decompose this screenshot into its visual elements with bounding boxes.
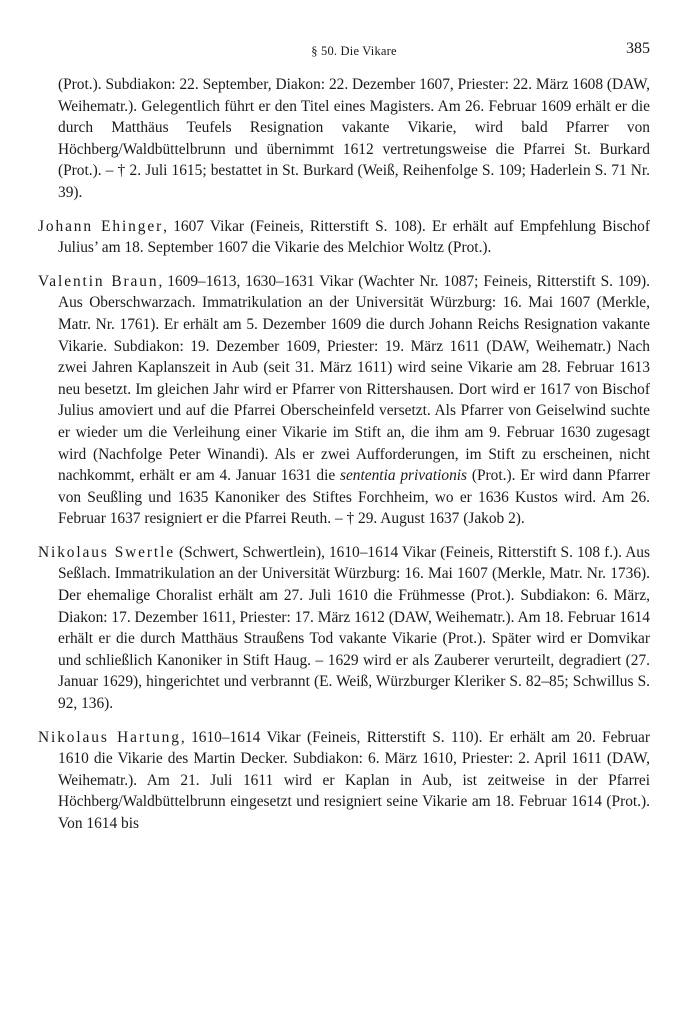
entry-name: Nikolaus Hartung (38, 728, 181, 746)
entry-text: (Prot.). Er wird dann Pfarrer von Seußling und 1635 Kanoniker des Stiftes Forchheim, wo er 1636 Kustos wird. Am 26. Februar 1637 resigniert er die Pfarrei Reuth. – † 29. August 1637 (Jakob 2). (58, 467, 650, 528)
entry-valentin-braun (38, 271, 650, 530)
entry-text: , 1607 Vikar (Feineis, Ritterstift S. 108). Er erhält auf Empfehlung Bischof Julius’ am 18. September 1607 die Vikarie des Melchior Woltz (Prot.). (58, 217, 650, 257)
entry-nikolaus-swertle (38, 542, 650, 715)
entry-name: Johann Ehinger (38, 217, 164, 235)
entry-italic-term: sententia privationis (339, 467, 468, 485)
entry-text: (Prot.). Subdiakon: 22. September, Diakon: 22. Dezember 1607, Priester: 22. März 1608 (DAW, Weihematr.). Gelegentlich führt er den Titel eines Magisters. Am 26. Februar 1609 erhält er die durch Matthäus Teufels Resignation vakante Vikarie, wird bald Pfarrer von Höchberg/Waldbüttelbrunn und übernimmt 1612 vertretungsweise die Pfarrei St. Burkard (Prot.). – † 2. Juli 1615; bestattet in St. Burkard (Weiß, Reihenfolge S. 109; Haderlein S. 71 Nr. 39). (58, 76, 650, 201)
entry-continued (38, 74, 650, 204)
entry-nikolaus-hartung (38, 727, 650, 835)
page-header (58, 40, 650, 64)
entry-name: Valentin Braun (38, 272, 159, 290)
entry-name: Nikolaus Swertle (38, 543, 176, 561)
entry-text: (Schwert, Schwertlein), 1610–1614 Vikar (Feineis, Ritterstift S. 108 f.). Aus Seßlach. Immatrikulation an der Universität Würzburg: 16. Mai 1607 (Merkle, Matr. Nr. 1736). Der ehemalige Choralist erhält am 27. Juli 1610 die Frühmesse (Prot.). Subdiakon: 6. März, Diakon: 17. Dezember 1611, Priester: 17. März 1612 (DAW, Weihematr.). Am 18. Februar 1614 erhält er die durch Matthäus Straußens Tod vakante Vikarie (Prot.). Später wird er Domvikar und schließlich Kanoniker in Stift Haug. – 1629 wird er als Zauberer verurteilt, degradiert (27. Januar 1629), hingerichtet und verbrannt (E. Weiß, Würzburger Kleriker S. 82–85; Schwillus S. 92, 136). (58, 543, 650, 713)
entry-johann-ehinger (38, 216, 650, 259)
entry-text: , 1609–1613, 1630–1631 Vikar (Wachter Nr. 1087; Feineis, Ritterstift S. 109). Aus Oberschwarzach. Immatrikulation an der Universität Würzburg: 16. Mai 1607 (Merkle, Matr. Nr. 1761). Er erhält am 5. Dezember 1609 die durch Johann Reichs Resignation vakante Vikarie. Subdiakon: 19. Dezember 1609, Priester: 19. März 1611 (DAW, Weihematr.) Nach zwei Jahren Kaplanszeit in Aub (seit 31. März 1611) wird seine Vikarie am 28. Februar 1613 neu besetzt. Im gleichen Jahr wird er Pfarrer von Rittershausen. Dort wird er 1617 von Bischof Julius amoviert und auf die Pfarrei Oberscheinfeld versetzt. Als Pfarrer von Geiselwind suchte er wieder um die Verleihung einer Vikarie im Stift an, die ihm am 9. Februar 1630 zugesagt wird (Nachfolge Peter Winandi). Als er zwei Aufforderungen, im Stift zu erscheinen, nicht nachkommt, erhält er am 4. Januar 1631 die (58, 272, 650, 485)
entry-text: , 1610–1614 Vikar (Feineis, Ritterstift S. 110). Er erhält am 20. Februar 1610 die Vikarie des Martin Decker. Subdiakon: 6. März 1610, Priester: 2. April 1611 (DAW, Weihematr.). Am 21. Juli 1611 wird er Kaplan in Aub, ist zeitweise in der Pfarrei Höchberg/Waldbüttelbrunn eingesetzt und resigniert seine Vikarie am 18. Februar 1614 (Prot.). Von 1614 bis (58, 728, 650, 832)
page-number: 385 (626, 40, 650, 57)
page-body (38, 74, 650, 847)
running-title: § 50. Die Vikare (311, 44, 397, 58)
